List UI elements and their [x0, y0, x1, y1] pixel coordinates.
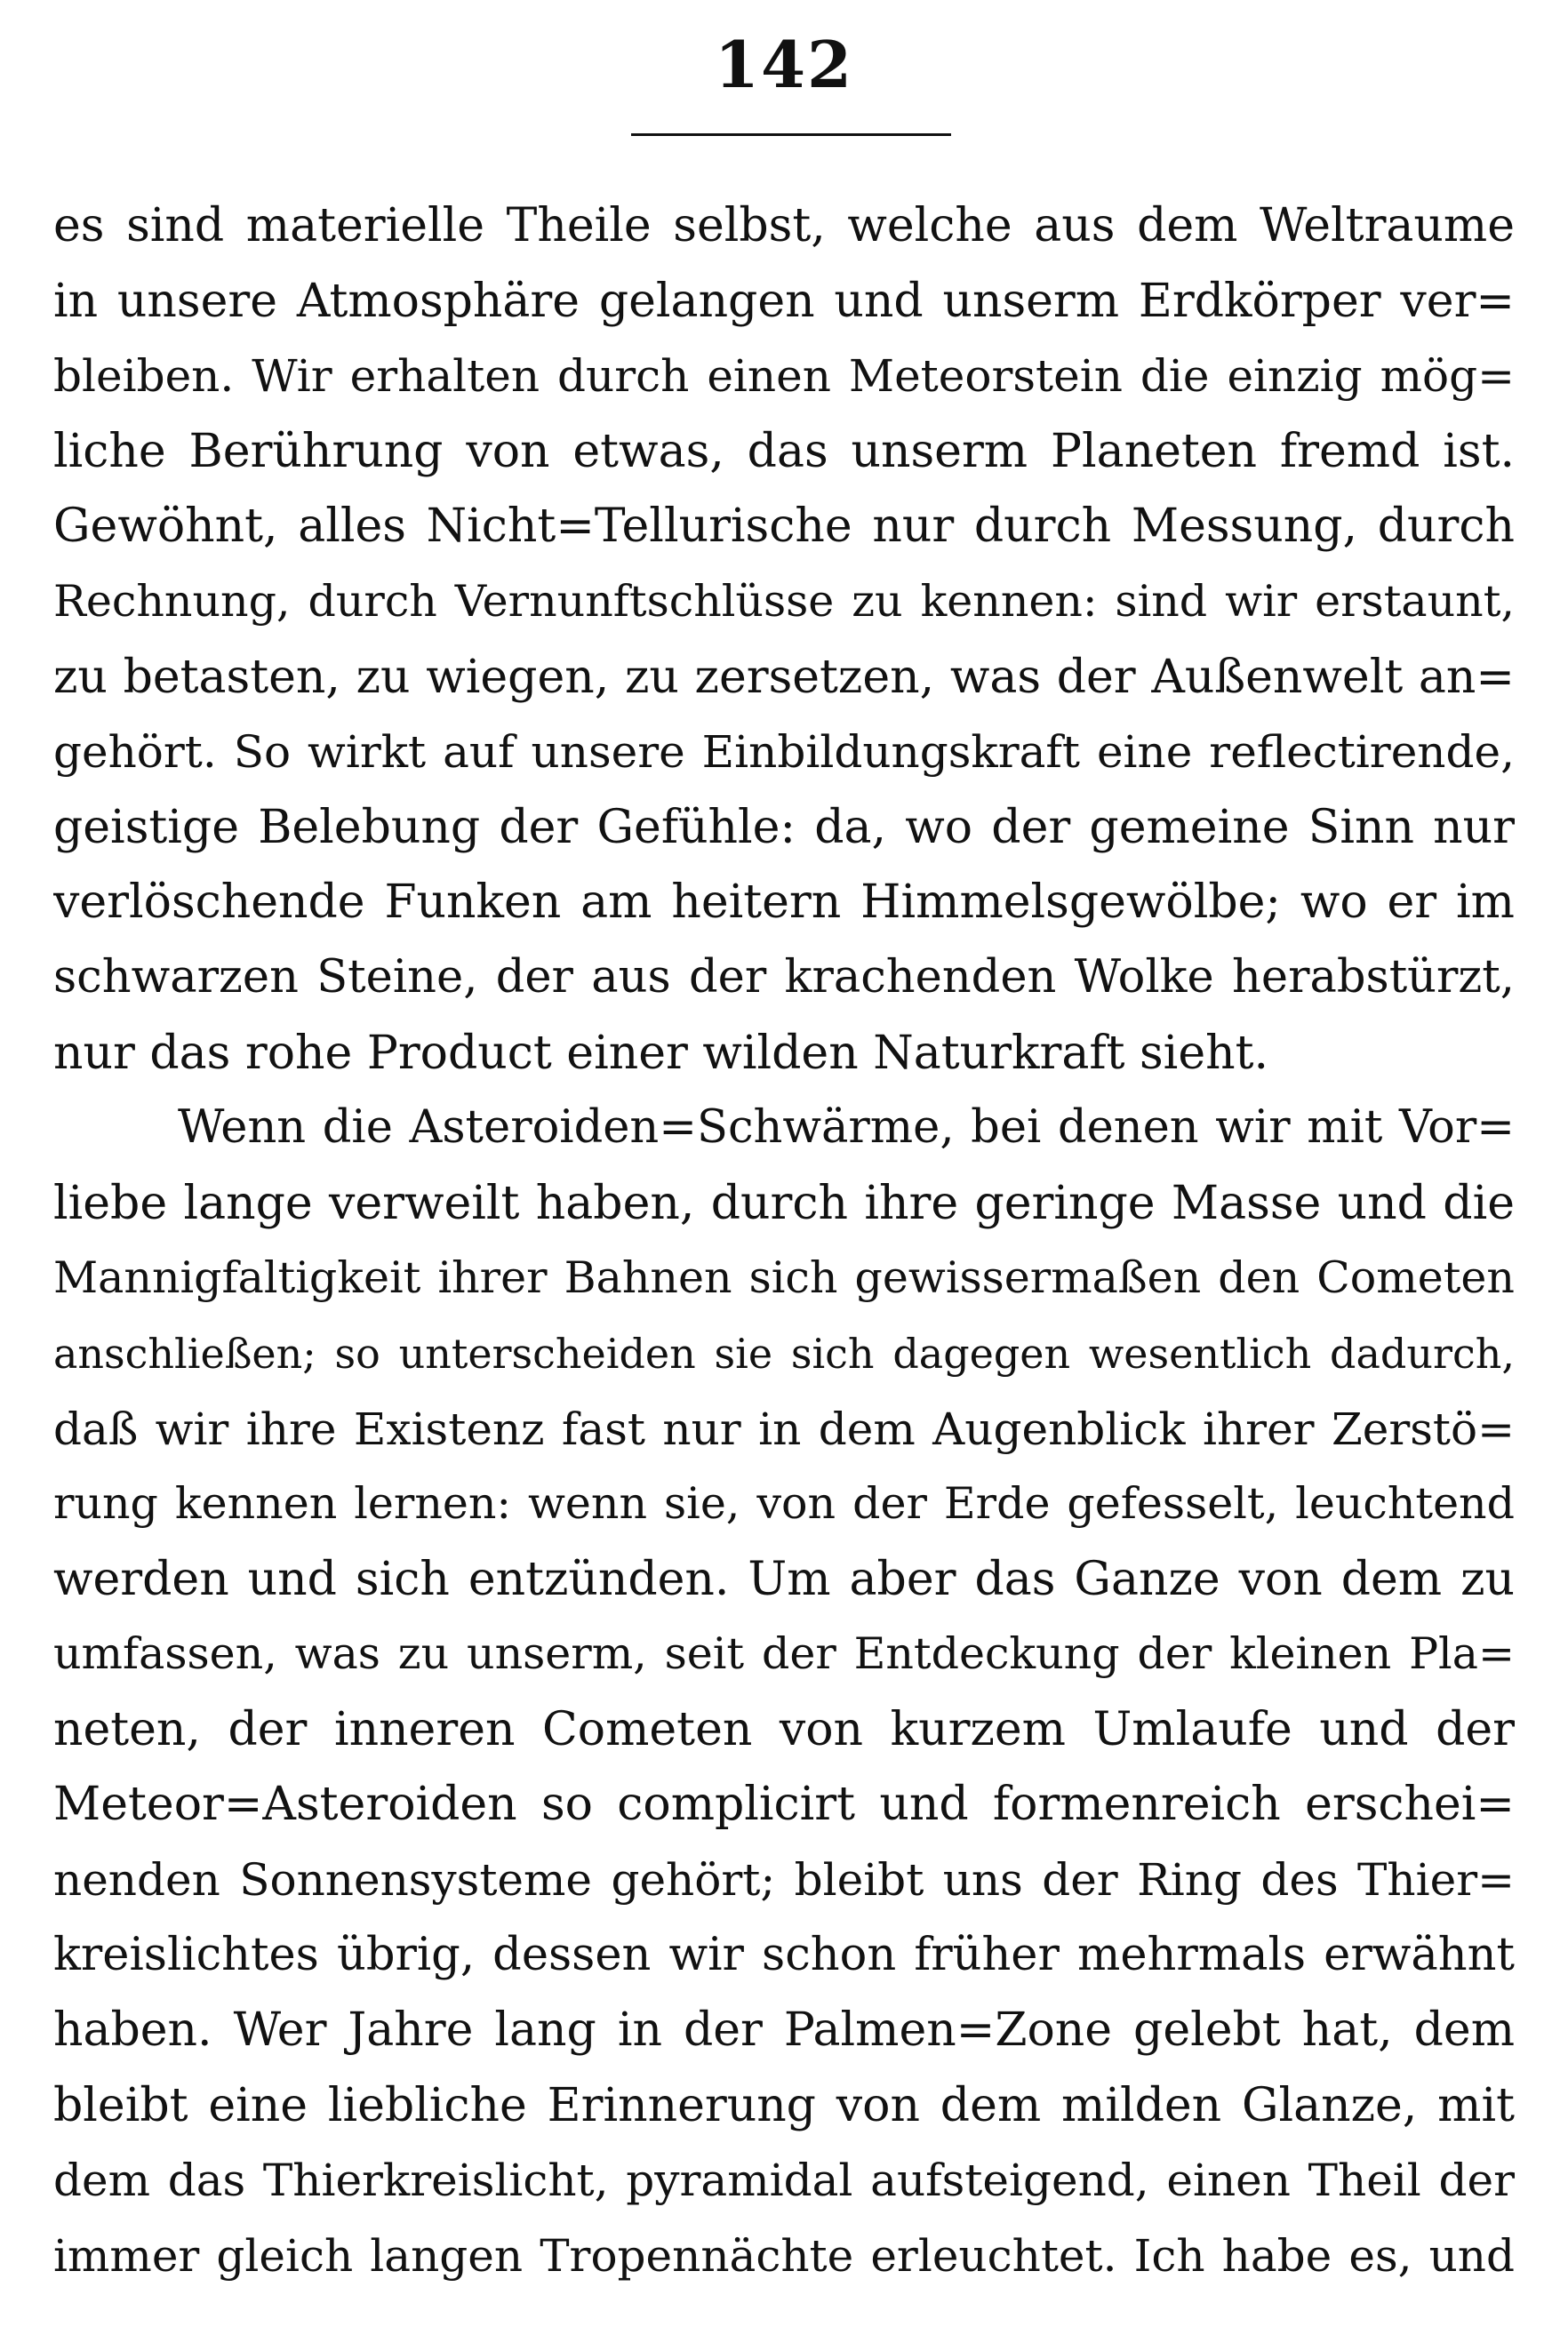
- text-line: verlöschende Funken am heitern Himmelsgewölbe; wo er im: [53, 876, 1515, 930]
- text-line: in unsere Atmosphäre gelangen und unserm Erdkörper ver=: [53, 274, 1515, 328]
- text-line: gehört. So wirkt auf unsere Einbildungskraft eine reflectirende,: [53, 726, 1515, 779]
- header-rule: [631, 133, 951, 136]
- text-line: kreislichtes übrig, dessen wir schon früher mehrmals erwähnt: [53, 1928, 1515, 1981]
- text-line: werden und sich entzünden. Um aber das Ganze von dem zu: [53, 1552, 1515, 1606]
- text-line: geistige Belebung der Gefühle: da, wo der gemeine Sinn nur: [53, 800, 1515, 854]
- text-line: Mannigfaltigkeit ihrer Bahnen sich gewissermaßen den Cometen: [53, 1252, 1515, 1304]
- text-line: dem das Thierkreislicht, pyramidal aufsteigend, einen Theil der: [53, 2155, 1515, 2207]
- text-line: Gewöhnt, alles Nicht=Tellurische nur durch Messung, durch: [53, 500, 1515, 554]
- page-number: 142: [714, 27, 854, 102]
- text-line-paragraph-end: nur das rohe Product einer wilden Naturkraft sieht.: [53, 1026, 1269, 1080]
- body-text: [53, 188, 1515, 2294]
- text-line: daß wir ihre Existenz fast nur in dem Augenblick ihrer Zerstö=: [53, 1403, 1515, 1455]
- text-line: umfassen, was zu unserm, seit der Entdeckung der kleinen Pla=: [53, 1628, 1515, 1680]
- text-line: Rechnung, durch Vernunftschlüsse zu kennen: sind wir erstaunt,: [53, 575, 1515, 627]
- text-line: es sind materielle Theile selbst, welche aus dem Weltraume: [53, 199, 1515, 252]
- text-line: schwarzen Steine, der aus der krachenden Wolke herabstürzt,: [53, 950, 1515, 1004]
- text-line: anschließen; so unterscheiden sie sich dagegen wesentlich dadurch,: [53, 1329, 1515, 1378]
- text-line: rung kennen lernen: wenn sie, von der Erde gefesselt, leuchtend: [53, 1478, 1515, 1530]
- text-line: liche Berührung von etwas, das unserm Planeten fremd ist.: [53, 424, 1515, 478]
- text-line: liebe lange verweilt haben, durch ihre geringe Masse und die: [53, 1176, 1515, 1230]
- text-line: neten, der inneren Cometen von kurzem Umlaufe und der: [53, 1702, 1515, 1756]
- text-line: nenden Sonnensysteme gehört; bleibt uns der Ring des Thier=: [53, 1854, 1515, 1907]
- text-line-paragraph-start: Wenn die Asteroiden=Schwärme, bei denen wir mit Vor=: [178, 1101, 1515, 1155]
- text-line: haben. Wer Jahre lang in der Palmen=Zone gelebt hat, dem: [53, 2003, 1515, 2058]
- text-line: immer gleich langen Tropennächte erleuchtet. Ich habe es, und: [53, 2230, 1515, 2283]
- text-line: zu betasten, zu wiegen, zu zersetzen, was der Außenwelt an=: [53, 650, 1515, 704]
- text-line: bleiben. Wir erhalten durch einen Meteorstein die einzig mög=: [53, 350, 1515, 403]
- text-line: bleibt eine liebliche Erinnerung von dem milden Glanze, mit: [53, 2078, 1515, 2132]
- text-line: Meteor=Asteroiden so complicirt und formenreich erschei=: [53, 1778, 1515, 1832]
